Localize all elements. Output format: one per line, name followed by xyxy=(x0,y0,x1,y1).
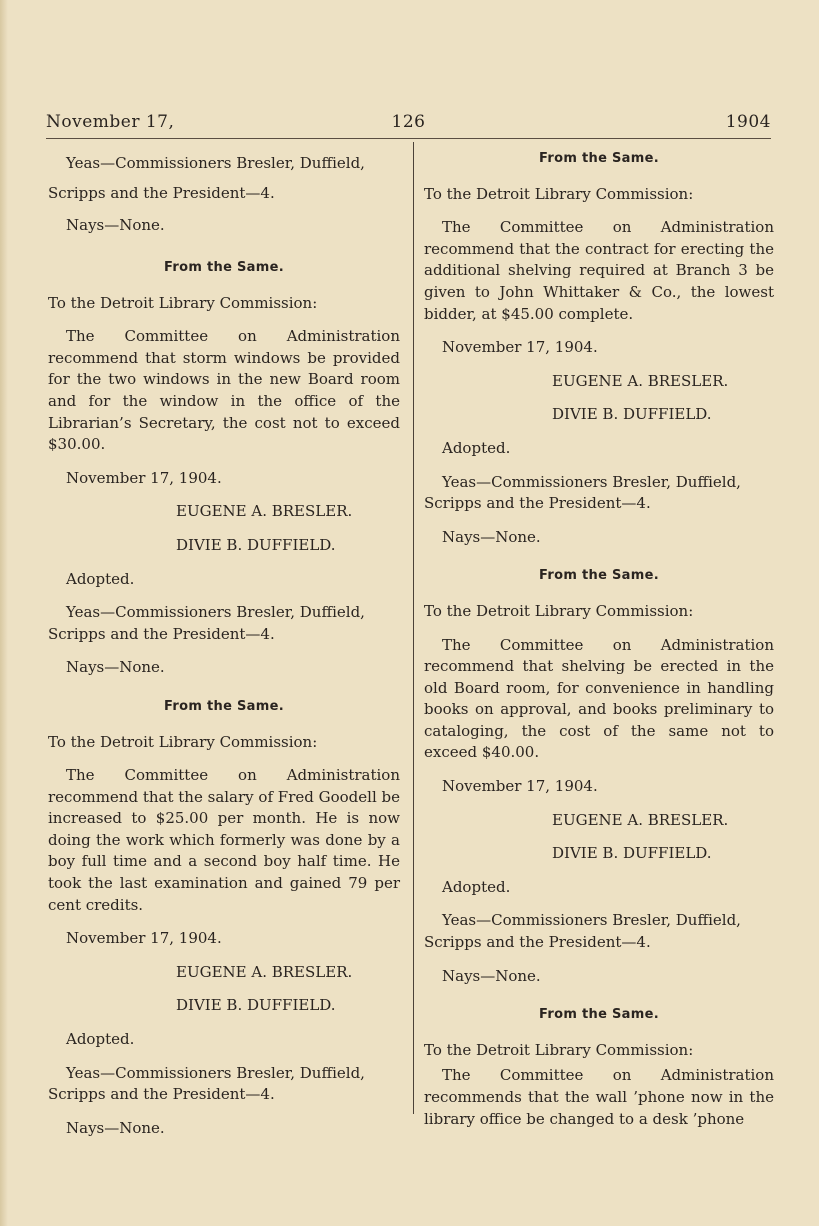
column-divider xyxy=(413,142,414,1114)
yeas-line: Scripps and the President—4. xyxy=(48,184,275,202)
resolution-date: November 17, 1904. xyxy=(442,338,598,357)
page-header xyxy=(46,112,771,139)
section-heading: From the Same. xyxy=(539,568,659,584)
address-line: To the Detroit Library Commission: xyxy=(48,732,318,751)
section-heading: From the Same. xyxy=(539,1007,659,1023)
signature: EUGENE A. BRESLER. xyxy=(552,810,729,829)
adopted-line: Adopted. xyxy=(442,877,511,896)
right-column xyxy=(424,148,774,1130)
header-year: 1904 xyxy=(725,112,771,132)
resolution-body: The Committee on Administration recommends that the wall ’phone now in the library office be changed to a desk ’phone xyxy=(424,1066,774,1128)
adopted-line: Adopted. xyxy=(442,438,511,457)
section-heading: From the Same. xyxy=(164,698,284,714)
left-column xyxy=(48,148,400,1139)
header-date: November 17, xyxy=(46,112,175,132)
nays-line: Nays—None. xyxy=(442,527,541,546)
address-line: To the Detroit Library Commission: xyxy=(424,601,694,620)
nays-line: Nays—None. xyxy=(66,216,165,234)
yeas-line: Yeas—Commissioners Bresler, Duffield, Scripps and the President—4. xyxy=(48,1063,365,1104)
address-line: To the Detroit Library Commission: xyxy=(48,293,318,312)
yeas-line: Yeas—Commissioners Bresler, Duffield, Scripps and the President—4. xyxy=(424,472,741,513)
address-line: To the Detroit Library Commission: xyxy=(424,1040,694,1059)
resolution-body: The Committee on Administration recommend that shelving be erected in the old Board room, for convenience in handling books on approval, and books preliminary to cataloging, the cost of the same not to exceed $40.00. xyxy=(424,635,774,762)
adopted-line: Adopted. xyxy=(66,569,135,588)
section-heading: From the Same. xyxy=(539,151,659,166)
nays-line: Nays—None. xyxy=(66,1118,165,1137)
address-line: To the Detroit Library Commission: xyxy=(424,184,694,203)
signature: DIVIE B. DUFFIELD. xyxy=(552,844,712,863)
resolution-date: November 17, 1904. xyxy=(66,929,222,948)
signature: DIVIE B. DUFFIELD. xyxy=(176,535,336,554)
signature: DIVIE B. DUFFIELD. xyxy=(176,996,336,1015)
page-edge xyxy=(0,0,8,1226)
yeas-line: Yeas—Commissioners Bresler, Duffield, Scripps and the President—4. xyxy=(48,603,365,643)
signature: EUGENE A. BRESLER. xyxy=(176,962,353,981)
nays-line: Nays—None. xyxy=(66,658,165,677)
adopted-line: Adopted. xyxy=(66,1030,135,1049)
section-heading: From the Same. xyxy=(164,260,284,275)
resolution-body: The Committee on Administration recommend that the contract for erecting the additional shelving required at Branch 3 be given to John Whittaker & Co., the lowest bidder, at $45.00 complete. xyxy=(424,218,774,323)
resolution-date: November 17, 1904. xyxy=(442,777,598,796)
resolution-body: The Committee on Administration recommend that storm windows be provided for the two windows in the new Board room and for the window in the office of the Librarian’s Secretary, the cost not to exceed $30.00. xyxy=(48,327,400,454)
nays-line: Nays—None. xyxy=(442,966,541,985)
signature: EUGENE A. BRESLER. xyxy=(176,502,353,521)
yeas-line: Yeas—Commissioners Bresler, Duffield, Scripps and the President—4. xyxy=(424,911,741,952)
resolution-date: November 17, 1904. xyxy=(66,468,222,487)
yeas-line: Yeas—Commissioners Bresler, Duffield, xyxy=(66,154,365,172)
page-number: 126 xyxy=(391,112,426,132)
signature: EUGENE A. BRESLER. xyxy=(552,371,729,390)
resolution-body: The Committee on Administration recommend that the salary of Fred Goodell be increased to $25.00 per month. He is now doing the work which formerly was done by a boy full time and a second boy half time. He took the last examination and gained 79 per cent credits. xyxy=(48,766,400,914)
signature: DIVIE B. DUFFIELD. xyxy=(552,405,712,424)
